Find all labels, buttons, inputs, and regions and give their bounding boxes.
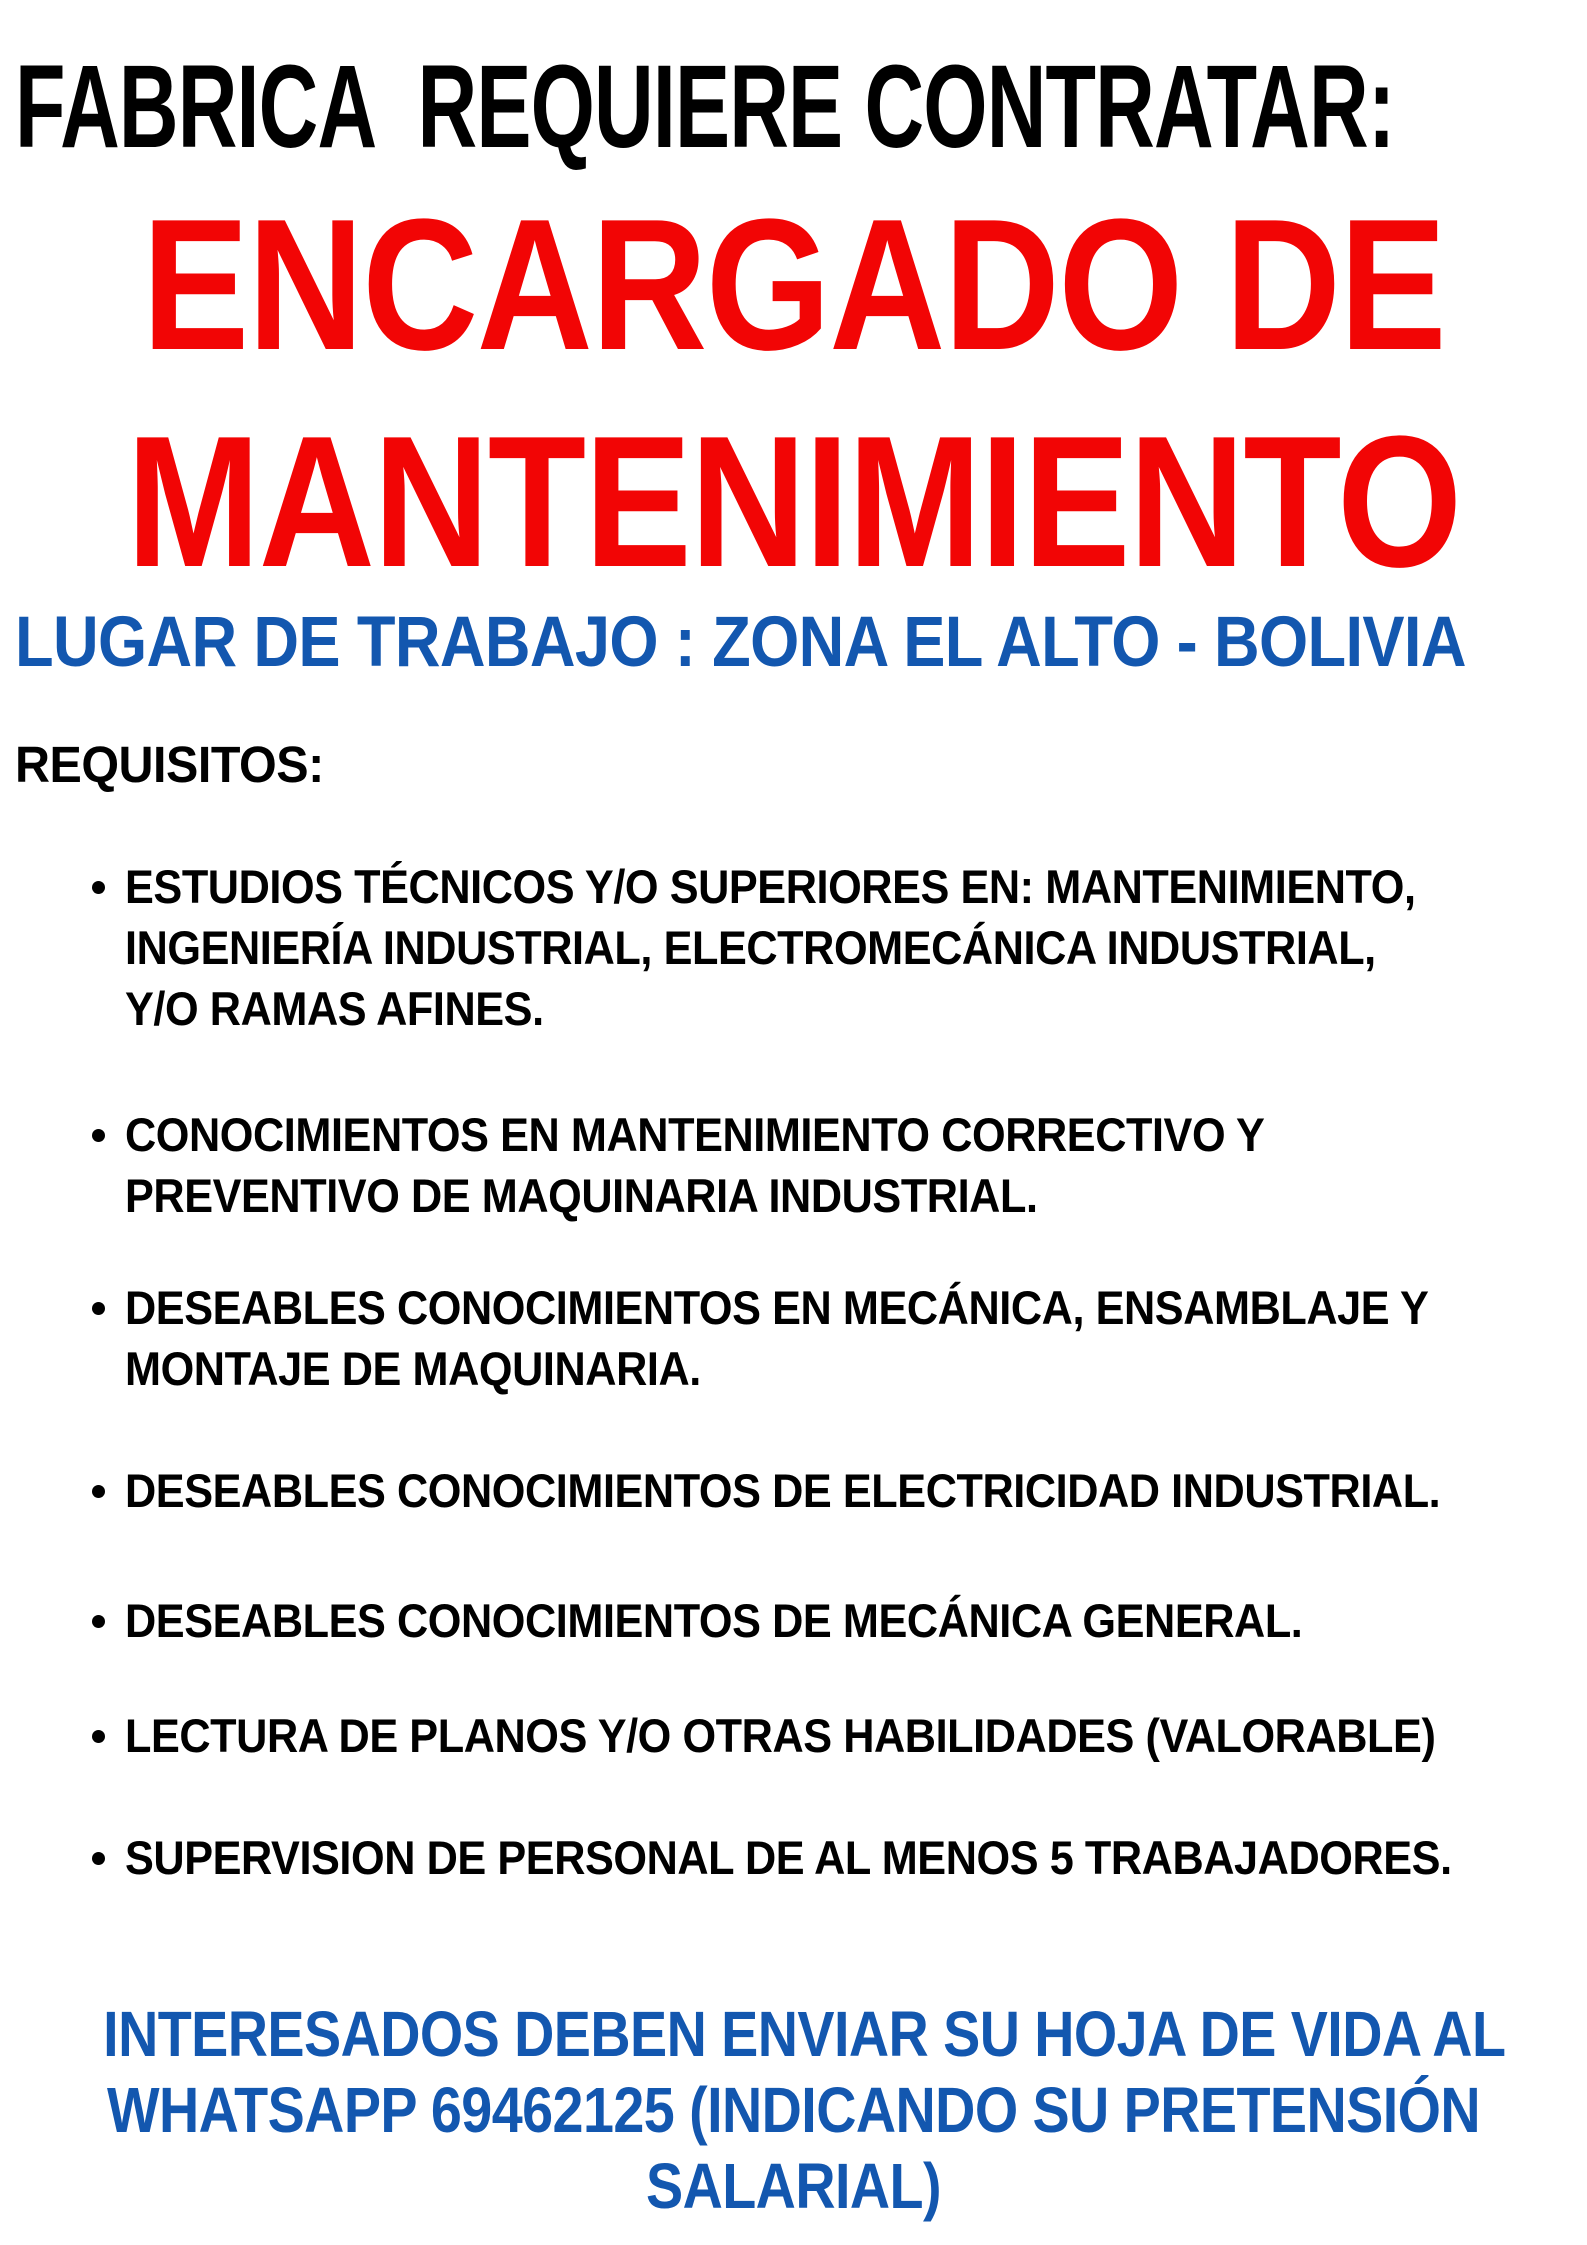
bullet-dot-icon (92, 1852, 105, 1865)
requirement-line: MONTAJE DE MAQUINARIA. (125, 1342, 701, 1395)
requirement-line: SUPERVISION DE PERSONAL DE AL MENOS 5 TRABAJADORES. (125, 1831, 1452, 1884)
bullet-dot-icon (92, 881, 105, 894)
footer-contact (0, 1996, 1587, 2224)
requirement-line: DESEABLES CONOCIMIENTOS EN MECÁNICA, ENSAMBLAJE Y (125, 1281, 1429, 1334)
list-item (125, 856, 1528, 1039)
list-item (125, 1705, 1549, 1766)
location-subtitle: LUGAR DE TRABAJO : ZONA EL ALTO - BOLIVIA (15, 603, 1466, 682)
requirement-line: DESEABLES CONOCIMIENTOS DE MECÁNICA GENERAL. (125, 1594, 1303, 1647)
requirement-line: LECTURA DE PLANOS Y/O OTRAS HABILIDADES (VALORABLE) (125, 1709, 1436, 1762)
header-title: FABRICA REQUIERE CONTRATAR: (15, 41, 1395, 173)
list-item (125, 1827, 1567, 1888)
job-title-line-1: ENCARGADO DE (141, 180, 1446, 389)
requirements-heading: REQUISITOS: (15, 736, 324, 793)
footer-contact-line: SALARIAL) (645, 2150, 942, 2222)
job-title-line-2: MANTENIMIENTO (126, 397, 1461, 606)
list-item (125, 1104, 1363, 1226)
requirement-line: CONOCIMIENTOS EN MANTENIMIENTO CORRECTIVO Y (125, 1108, 1265, 1161)
footer-contact-line: INTERESADOS DEBEN ENVIAR SU HOJA DE VIDA AL (103, 1998, 1506, 2070)
footer-contact-line: WHATSAPP 69462125 (INDICANDO SU PRETENSIÓN (106, 2074, 1481, 2146)
list-item (125, 1590, 1405, 1651)
requirement-line: ESTUDIOS TÉCNICOS Y/O SUPERIORES EN: MANTENIMIENTO, (125, 860, 1416, 913)
bullet-dot-icon (92, 1615, 105, 1628)
requirement-line: Y/O RAMAS AFINES. (125, 982, 544, 1035)
bullet-dot-icon (92, 1302, 105, 1315)
requirement-line: DESEABLES CONOCIMIENTOS DE ELECTRICIDAD INDUSTRIAL. (125, 1464, 1441, 1517)
bullet-dot-icon (92, 1129, 105, 1142)
bullet-dot-icon (92, 1485, 105, 1498)
bullet-dot-icon (92, 1730, 105, 1743)
list-item (125, 1460, 1555, 1521)
requirement-line: INGENIERÍA INDUSTRIAL, ELECTROMECÁNICA INDUSTRIAL, (125, 921, 1376, 974)
requirement-line: PREVENTIVO DE MAQUINARIA INDUSTRIAL. (125, 1169, 1038, 1222)
list-item (125, 1277, 1542, 1399)
